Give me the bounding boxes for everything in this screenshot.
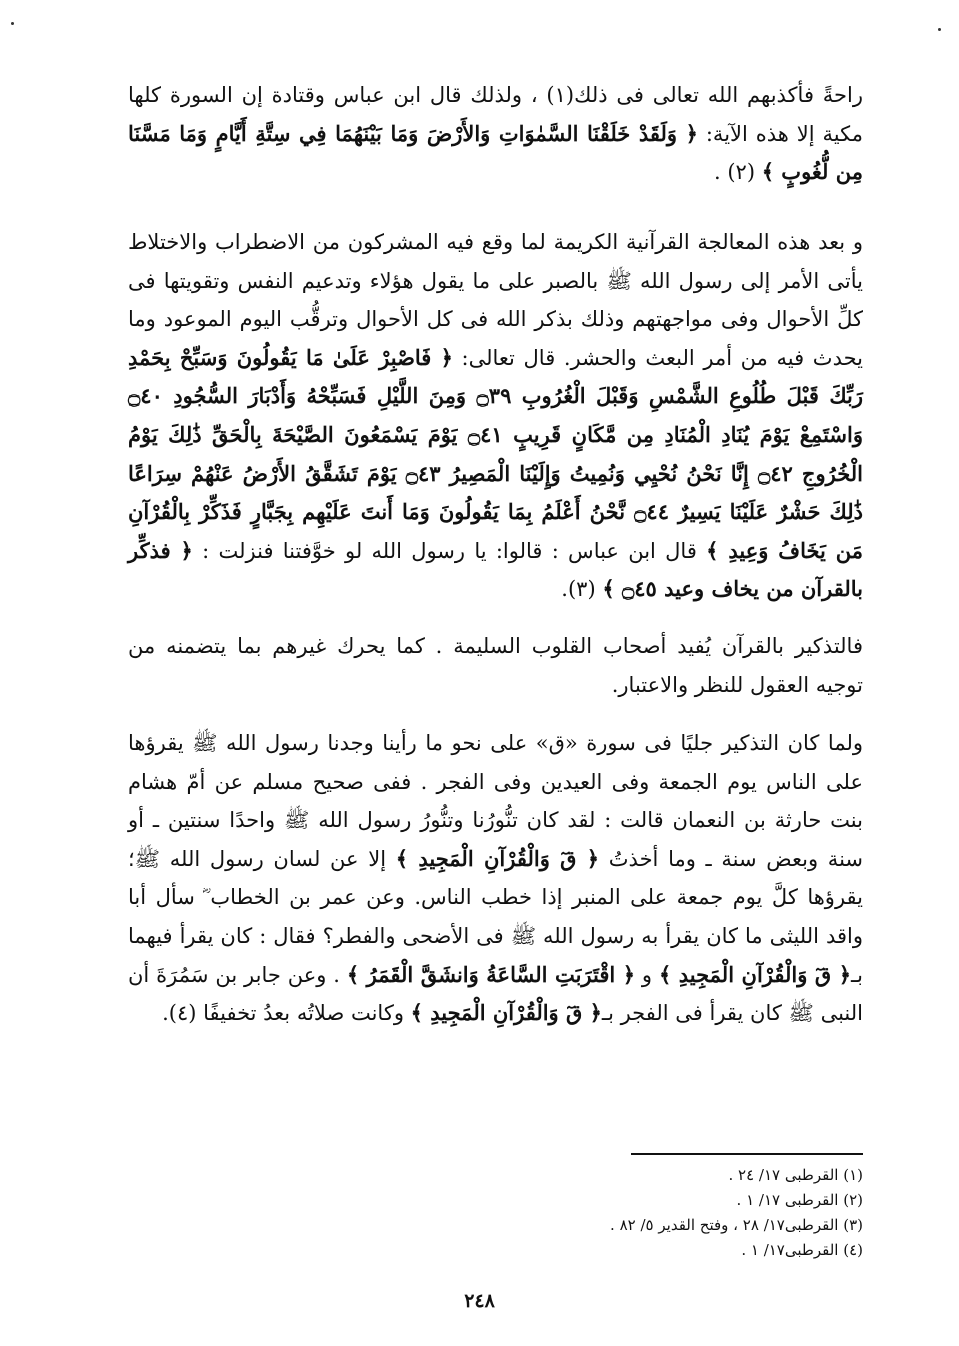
body-text: فالتذكير بالقرآن يُفيد أصحاب القلوب السليمة . كما يحرك غيرهم بما يتضمنه من توجيه العقول للنظر والاعتبار. xyxy=(128,634,863,697)
scan-speck xyxy=(938,28,941,31)
body-text: و بعد هذه المعالجة القرآنية الكريمة لما وقع فيه المشركون من الاضطراب والاختلاط يأتى الأمر إلى رسول الله ﷺ بالصبر على ما يقول هؤلاء وتدعيم النفس وتقويتها فى كلِّ الأحوال وفى مواجهتهم وذلك بذكر الله فى كل الأحوال وترقُّب اليوم الموعود وما يحدث فيه من أمر البعث والحشر. قال تعالى: xyxy=(128,230,863,370)
paragraph-1 xyxy=(128,76,863,192)
paragraph-3 xyxy=(128,627,863,704)
page-number: ٢٤٨ xyxy=(464,1290,495,1312)
quran-verse: ﴿ قٓ وَالْقُرْآنِ الْمَجِيدِ ﴾ xyxy=(658,961,852,987)
paragraph-2 xyxy=(128,223,863,609)
footnote-reference: وكانت صلاتُه بعدُ تخفيفًا (٤). xyxy=(162,1001,411,1026)
body-text: راحةً فأكذبهم الله تعالى فى ذلك(١) ، ولذلك قال ابن عباس وقتادة إن السورة كلها مكية إلا هذه الآية: xyxy=(128,83,864,146)
footnote-3: (٣) القرطبى١٧/ ٢٨ ، وفتح القدير ٥/ ٨٢ . xyxy=(610,1216,863,1234)
paragraph-1-text xyxy=(128,76,863,192)
body-text: . وعن جابر بن سَمُرَةَ أن النبى ﷺ كان يقرأ فى الفجر بـ xyxy=(128,962,863,1026)
quran-verse: ﴿ قٓ وَالْقُرْآنِ الْمَجِيدِ ﴾ xyxy=(395,845,600,871)
footnote-1: (١) القرطبى ١٧/ ٢٤ . xyxy=(728,1166,863,1184)
footnote-reference: (٢) . xyxy=(713,160,762,185)
footnote-divider xyxy=(631,1153,863,1155)
footnote-4: (٤) القرطبى١٧/ ١ . xyxy=(741,1241,863,1259)
quran-verse: ﴿ اقْتَرَبَتِ السَّاعَةُ وَانشَقَّ الْقَمَرُ ﴾ xyxy=(346,961,636,987)
body-text: إلا عن لسان رسول الله ﷺ؛ يقرؤها كلَّ يوم جمعة على المنبر إذا خطب الناس. وعن عمر بن الخطاب ؓ سأل أبا واقد الليثى ما كان يقرأ به رسول الله ﷺ فى الأضحى والفطر؟ فقال : كان يقرأ فيهما بـ xyxy=(128,846,864,987)
quran-verse: ﴿ وَلَقَدْ خَلَقْنَا السَّمٰوَاتِ وَالأَرْضَ وَمَا بَيْنَهُمَا فِي سِتَّةِ أَيَّامٍ وَمَا مَسَّنَا مِن لُّغُوبٍ ﴾ xyxy=(128,120,863,185)
quran-verse: ﴿ فذكِّر بالقرآن من يخاف وعيد ۝٤٥ ﴾ xyxy=(128,537,863,602)
paragraph-3-text xyxy=(128,627,863,704)
footnotes xyxy=(363,1163,863,1263)
quran-verse: ﴿ قٓ وَالْقُرْآنِ الْمَجِيدِ ﴾ xyxy=(410,1000,602,1026)
footnote-reference: (٣). xyxy=(561,577,603,602)
paragraph-4 xyxy=(128,724,863,1033)
body-text: قال ابن عباس : قالوا: يا رسول الله لو خوَّفتنا فنزلت : xyxy=(192,538,707,563)
footnote-2: (٢) القرطبى ١٧/ ١ . xyxy=(736,1191,863,1209)
body-text: ولما كان التذكير جليًا فى سورة «ق» على نحو ما رأينا وجدنا رسول الله ﷺ يقرؤها على الناس يوم الجمعة وفى العيدين وفى الفجر . ففى صحيح مسلم عن أمّ هشام بنت حارثة بن النعمان قالت : لقد كان تنُّورُنا وتنُّورُ رسول الله ﷺ واحدًا سنتين ـ أو سنة وبعض سنة ـ وما أخذتُ xyxy=(128,731,864,871)
paragraph-4-text xyxy=(128,724,863,1033)
scan-speck xyxy=(11,22,14,25)
body-text: و xyxy=(635,962,659,987)
quran-verse: ﴿ فَاصْبِرْ عَلَىٰ مَا يَقُولُونَ وَسَبِّحْ بِحَمْدِ رَبِّكَ قَبْلَ طُلُوعِ الشَّمْسِ وَقَبْلَ الْغُرُوبِ ۝٣٩ وَمِنَ اللَّيْلِ فَسَبِّحْهُ وَأَدْبَارَ السُّجُودِ ۝٤٠ وَاسْتَمِعْ يَوْمَ يُنَادِ الْمُنَادِ مِن مَّكَانٍ قَرِيبٍ ۝٤١ يَوْمَ يَسْمَعُونَ الصَّيْحَةَ بِالْحَقِّ ذَٰلِكَ يَوْمُ الْخُرُوجِ ۝٤٢ إِنَّا نَحْنُ نُحْيِي وَنُمِيتُ وَإِلَيْنَا الْمَصِيرُ ۝٤٣ يَوْمَ تَشَقَّقُ الأَرْضُ عَنْهُمْ سِرَاعًا ذَٰلِكَ حَشْرٌ عَلَيْنَا يَسِيرٌ ۝٤٤ نَّحْنُ أَعْلَمُ بِمَا يَقُولُونَ وَمَا أَنتَ عَلَيْهِم بِجَبَّارٍ فَذَكِّرْ بِالْقُرْآنِ مَن يَخَافُ وَعِيدِ ﴾ xyxy=(128,344,864,563)
paragraph-2-text xyxy=(128,223,863,609)
